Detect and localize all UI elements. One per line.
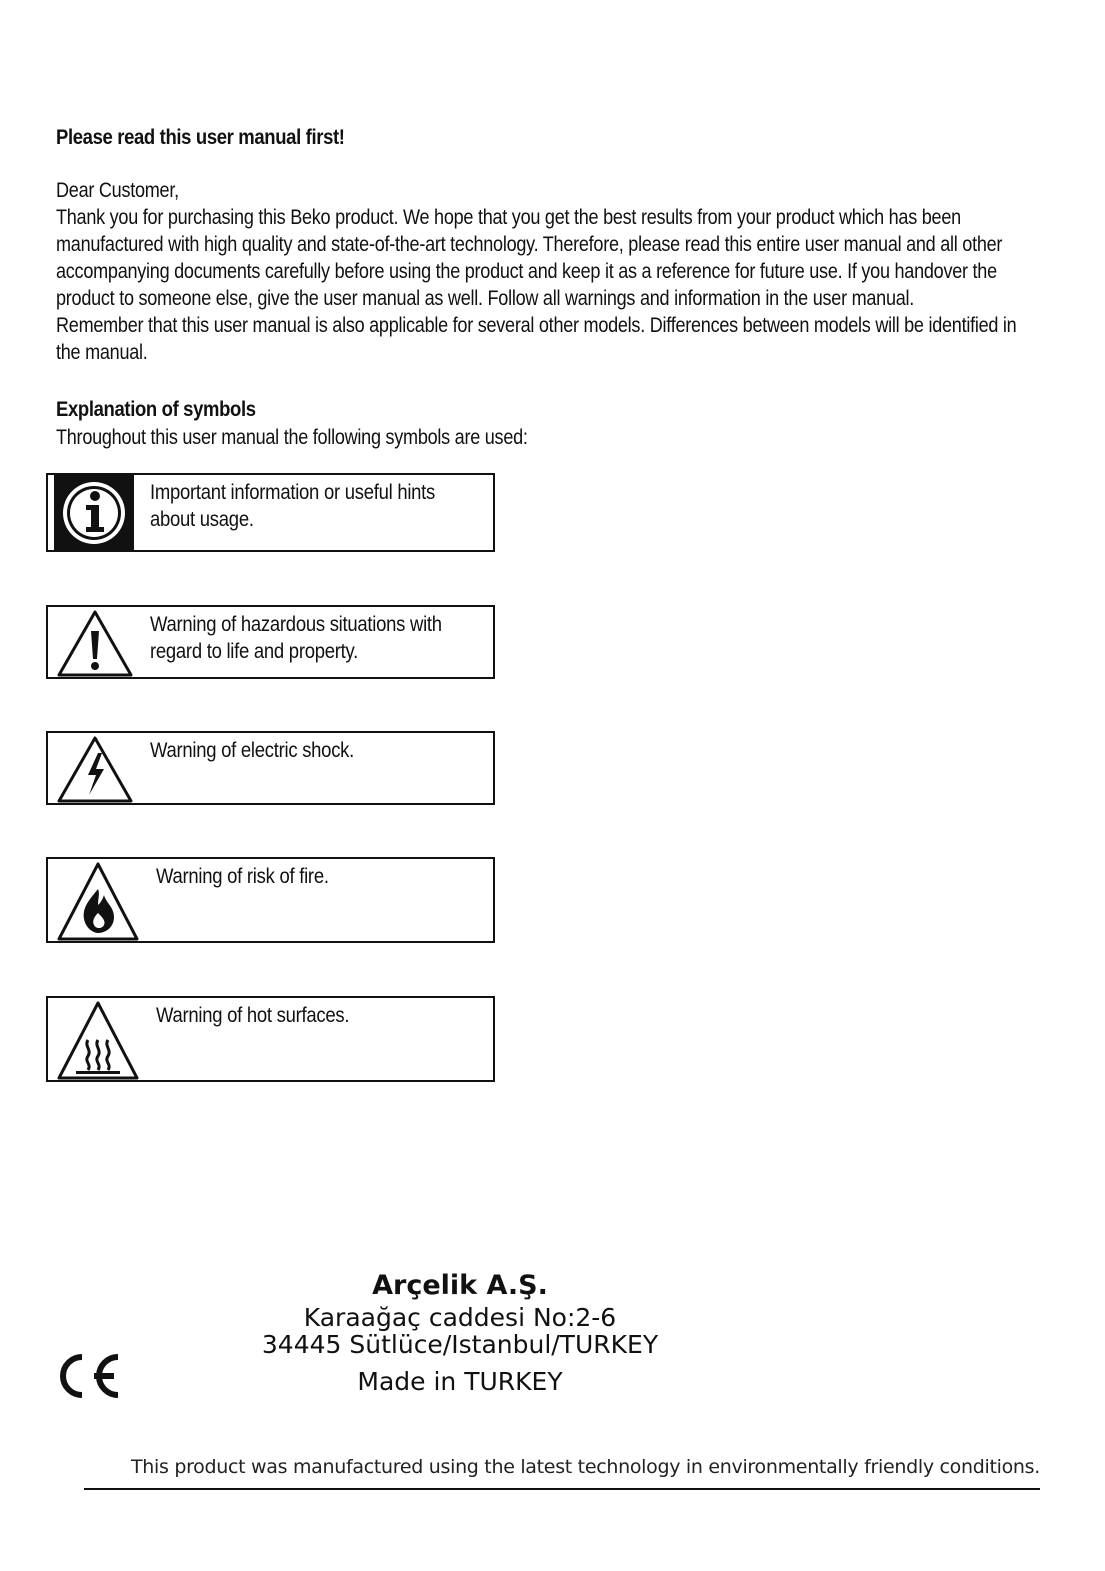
intro-paragraph-2: Remember that this user manual is also applicable for several other models. Differences between models will be identified in the manual. [56, 314, 1017, 364]
intro-paragraph-1: Thank you for purchasing this Beko product. We hope that you get the best results from your product which has been manufactured with high quality and state-of-the-art technology. Therefore, please read this entire user manual and all other accompanying documents carefully before using the product and keep it as a reference for future use. If you handover the product to someone else, give the user manual as well. Follow all warnings and information in the user manual. [56, 206, 1003, 310]
symbol-text-hot-surface: Warning of hot surfaces. [156, 1004, 350, 1027]
symbol-box-info [46, 473, 495, 552]
page-title: Please read this user manual first! [56, 126, 345, 149]
fire-icon [56, 861, 140, 941]
symbol-text-fire: Warning of risk of fire. [156, 865, 329, 888]
hot-surface-icon [56, 1000, 140, 1080]
symbol-box-hot-surface [46, 996, 495, 1082]
symbol-text-warning: Warning of hazardous situations with regard to life and property. [150, 613, 442, 663]
manufacturer-city: 34445 Sütlüce/Istanbul/TURKEY [261, 1330, 659, 1359]
electric-shock-icon [56, 735, 134, 803]
made-in: Made in TURKEY [357, 1367, 563, 1396]
intro-text [56, 177, 1041, 366]
symbols-heading: Explanation of symbols [56, 398, 256, 421]
salutation: Dear Customer, [56, 179, 179, 202]
ce-mark-icon [54, 1353, 122, 1399]
symbol-box-warning [46, 605, 495, 679]
symbol-box-electric-shock [46, 731, 495, 805]
manufacturer-name: Arçelik A.Ş. [372, 1270, 548, 1301]
warning-icon [56, 609, 134, 677]
manufacturer-street: Karaağaç caddesi No:2-6 [303, 1303, 617, 1332]
symbols-intro: Throughout this user manual the following symbols are used: [56, 426, 528, 449]
footer-divider [84, 1488, 1040, 1490]
footer-note: This product was manufactured using the latest technology in environmentally friendly conditions. [130, 1456, 1040, 1478]
info-icon [54, 475, 134, 551]
symbol-text-info: Important information or useful hints about usage. [150, 481, 436, 531]
symbol-box-fire [46, 857, 495, 943]
symbol-text-electric-shock: Warning of electric shock. [150, 739, 355, 762]
